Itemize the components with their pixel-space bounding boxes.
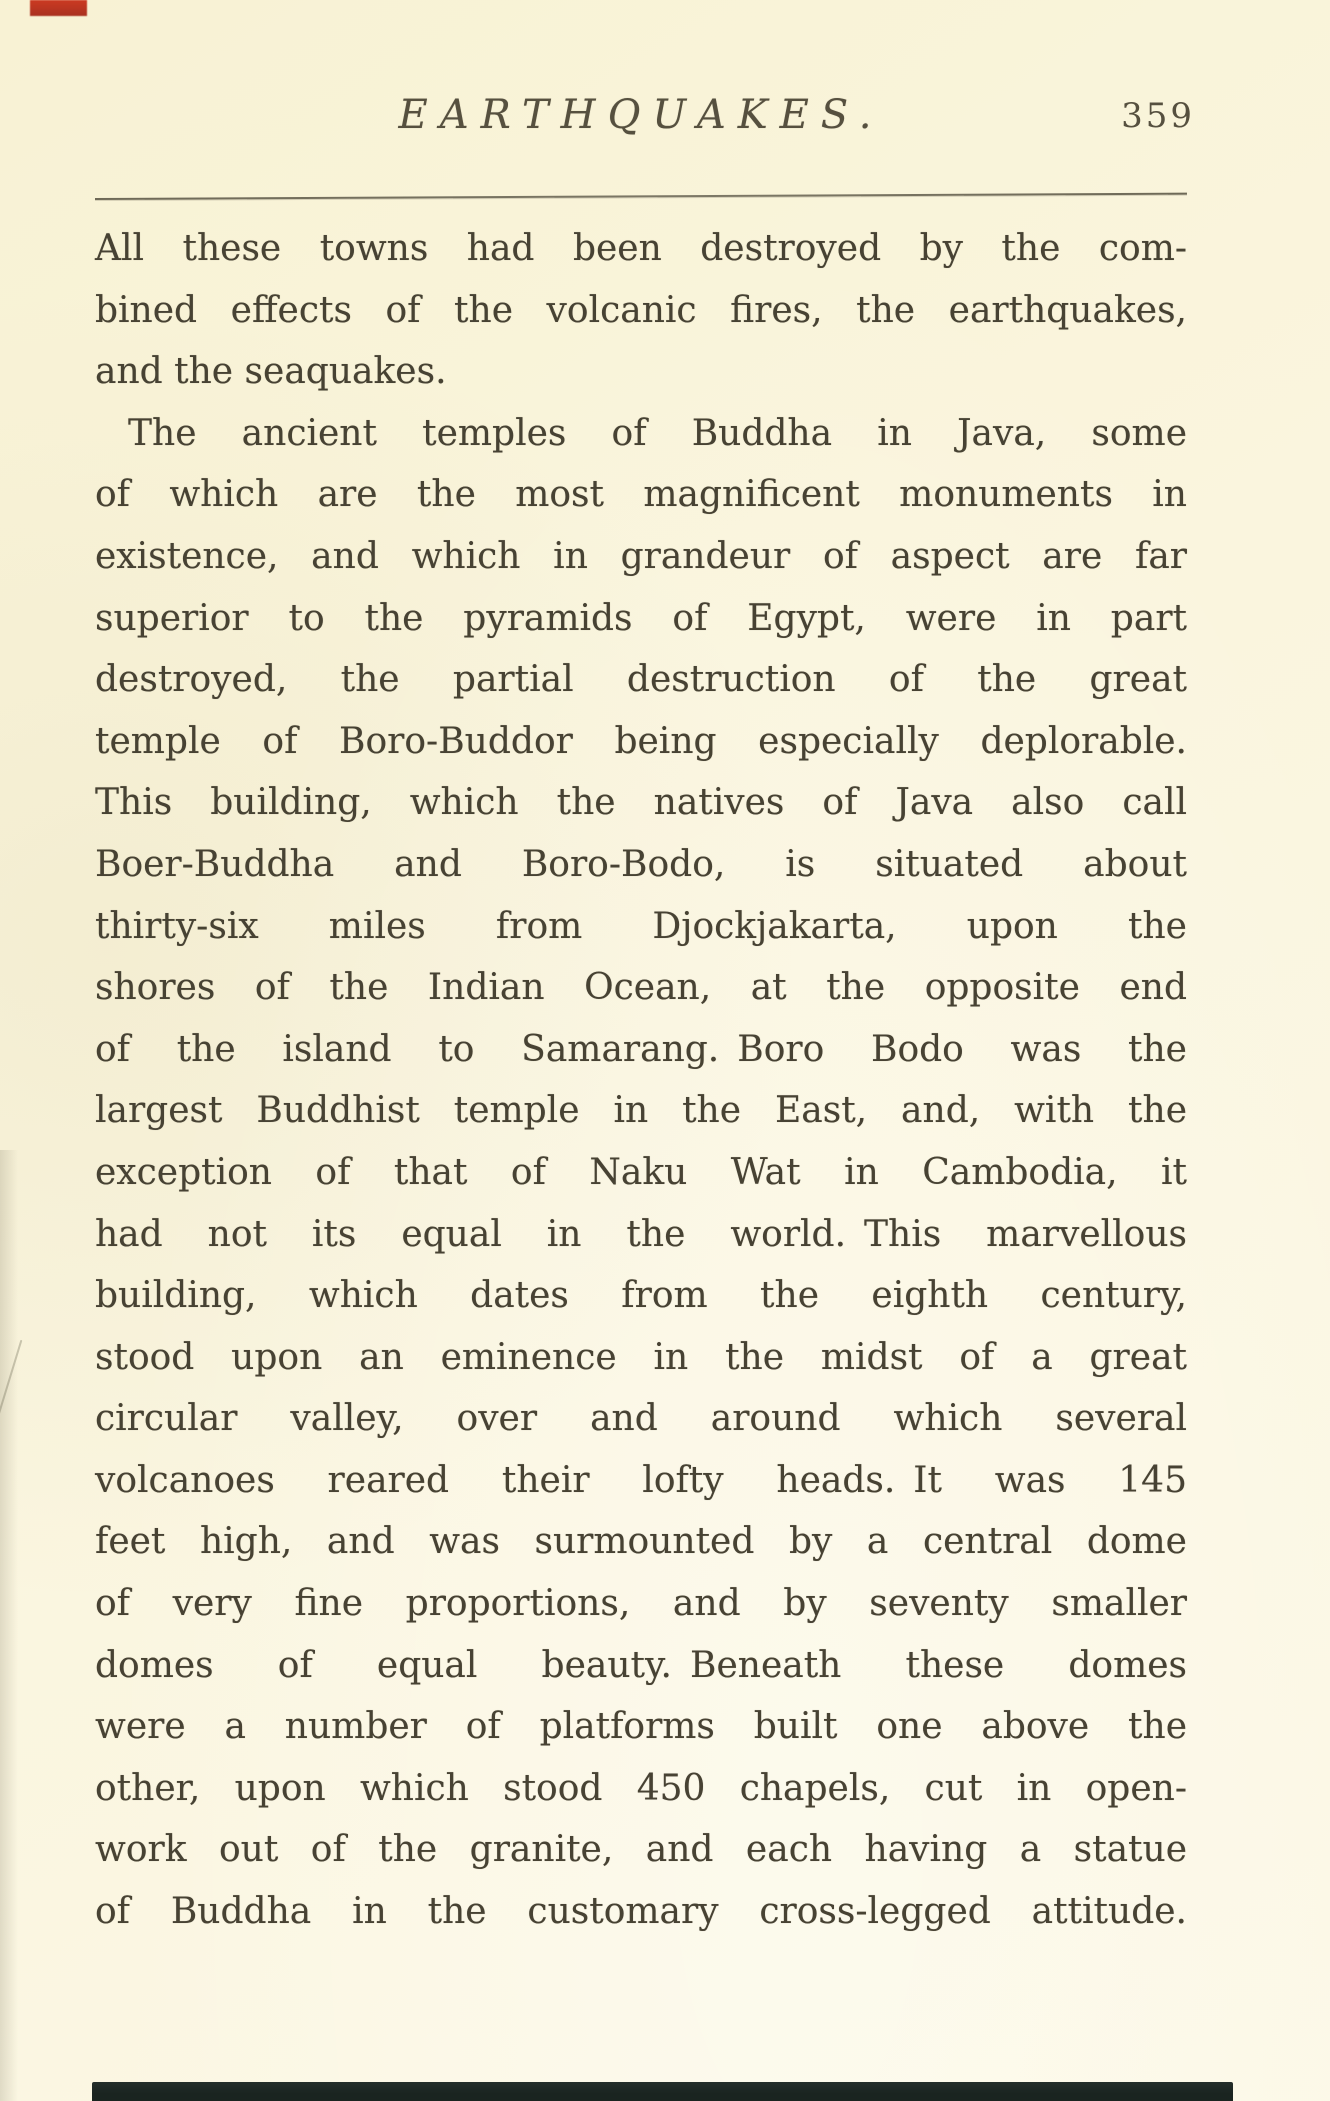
page-header xyxy=(95,92,1195,152)
running-title: EARTHQUAKES. xyxy=(398,92,884,138)
text-line: feet high, and was surmounted by a central dome xyxy=(95,1521,1187,1563)
text-line: thirty-six miles from Djockjakarta, upon the xyxy=(95,905,1187,947)
text-line: had not its equal in the world. This marvellous xyxy=(95,1213,1187,1255)
text-line: stood upon an eminence in the midst of a great xyxy=(95,1336,1187,1378)
text-line: circular valley, over and around which several xyxy=(95,1398,1187,1440)
page-text xyxy=(95,218,1187,1943)
text-line: of the island to Samarang. Boro Bodo was the xyxy=(95,1028,1187,1070)
scan-left-edge-shade xyxy=(0,1150,18,2101)
text-line: The ancient temples of Buddha in Java, some xyxy=(128,412,1187,454)
text-line: All these towns had been destroyed by the com- xyxy=(95,228,1187,269)
text-line: of very fine proportions, and by seventy smaller xyxy=(95,1583,1187,1625)
text-line: superior to the pyramids of Egypt, were in part xyxy=(95,597,1187,639)
text-line: Boer-Buddha and Boro-Bodo, is situated about xyxy=(95,843,1187,885)
scan-bottom-dark-bar xyxy=(92,2082,1233,2101)
text-line: other, upon which stood 450 chapels, cut in open- xyxy=(95,1767,1187,1809)
text-line: of which are the most magnificent monuments in xyxy=(95,474,1187,516)
scan-red-edge-mark xyxy=(30,0,87,16)
text-line: exception of that of Naku Wat in Cambodia, it xyxy=(95,1151,1187,1193)
text-line: volcanoes reared their lofty heads. It was 145 xyxy=(95,1459,1187,1501)
text-line: were a number of platforms built one above the xyxy=(95,1706,1187,1748)
page-number: 359 xyxy=(1121,96,1195,136)
text-line: This building, which the natives of Java also call xyxy=(95,782,1187,824)
text-line: and the seaquakes. xyxy=(95,351,447,393)
text-line: building, which dates from the eighth century, xyxy=(95,1275,1187,1317)
text-line: existence, and which in grandeur of aspect are far xyxy=(95,535,1187,577)
text-line: of Buddha in the customary cross-legged attitude. xyxy=(95,1891,1187,1933)
text-line: temple of Boro-Buddor being especially deplorable. xyxy=(95,720,1187,762)
text-line: shores of the Indian Ocean, at the opposite end xyxy=(95,967,1187,1009)
text-line: largest Buddhist temple in the East, and, with the xyxy=(95,1090,1187,1132)
text-line: bined effects of the volcanic fires, the earthquakes, xyxy=(95,289,1187,331)
text-line: destroyed, the partial destruction of the great xyxy=(95,659,1187,701)
header-rule xyxy=(95,193,1187,200)
text-line: domes of equal beauty. Beneath these domes xyxy=(95,1644,1187,1686)
text-line: work out of the granite, and each having a statue xyxy=(95,1829,1187,1871)
